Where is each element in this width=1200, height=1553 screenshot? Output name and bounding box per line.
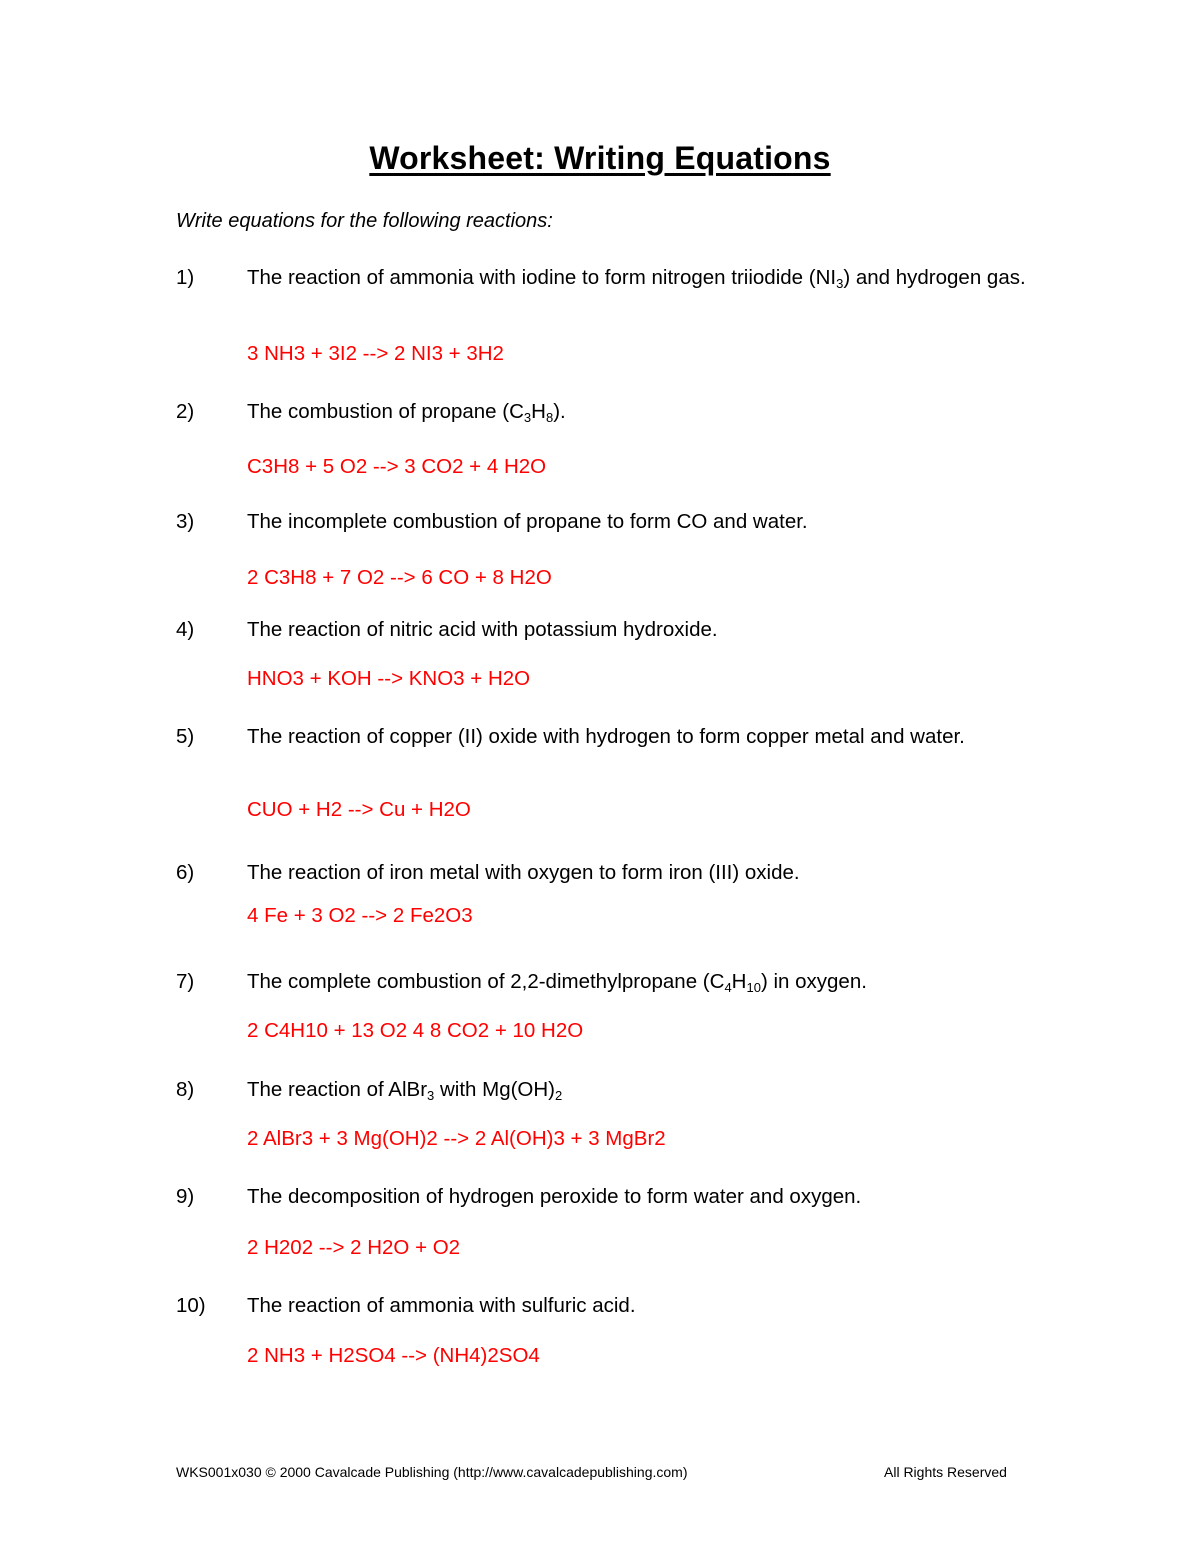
question-text: The reaction of ammonia with iodine to form nitrogen triiodide $(NI_3)$ and hydrogen gas. <box>247 266 1026 291</box>
answer-equation: C3H8 + 5 O2 --> 3 CO2 + 4 H2O <box>247 455 547 478</box>
answer-equation: 2 NH3 + H2SO4 --> (NH4)2SO4 <box>247 1344 540 1367</box>
question-text: The reaction of ammonia with sulfuric acid. <box>247 1294 636 1317</box>
question-number: 7) <box>176 970 195 993</box>
question-text: The complete combustion of 2,2-dimethylpropane $(C_4H_{10})$ in oxygen. <box>247 970 867 995</box>
answer-equation: 2 H202 --> 2 H2O + O2 <box>247 1236 461 1259</box>
footer-copyright: WKS001x030 © 2000 Cavalcade Publishing (http://www.cavalcadepublishing.com) <box>176 1464 688 1480</box>
worksheet-title: Worksheet: Writing Equations <box>369 140 831 176</box>
answer-equation: HNO3 + KOH --> KNO3 + H2O <box>247 667 531 690</box>
question-number: 8) <box>176 1078 195 1101</box>
question-text: The reaction of iron metal with oxygen to form iron (III) oxide. <box>247 861 800 884</box>
question-text: The reaction of nitric acid with potassium hydroxide. <box>247 618 718 641</box>
question-number: 1) <box>176 266 195 289</box>
question-text: The decomposition of hydrogen peroxide to form water and oxygen. <box>247 1185 862 1208</box>
instructions: Write equations for the following reactions: <box>176 210 553 232</box>
answer-equation: CUO + H2 --> Cu + H2O <box>247 798 471 821</box>
answer-equation: 2 C3H8 + 7 O2 --> 6 CO + 8 H2O <box>247 566 552 589</box>
question-number: 4) <box>176 618 195 641</box>
question-number: 2) <box>176 400 195 423</box>
answer-equation: 4 Fe + 3 O2 --> 2 Fe2O3 <box>247 904 473 927</box>
question-text: The incomplete combustion of propane to form CO and water. <box>247 510 808 533</box>
question-text: The combustion of propane $(C_3H_8)$. <box>247 400 566 425</box>
answer-equation: 2 AlBr3 + 3 Mg(OH)2 --> 2 Al(OH)3 + 3 MgBr2 <box>247 1127 666 1150</box>
question-number: 10) <box>176 1294 206 1317</box>
question-number: 6) <box>176 861 195 884</box>
question-text: The reaction of copper (II) oxide with hydrogen to form copper metal and water. <box>247 725 965 748</box>
answer-equation: 2 C4H10 + 13 O2 4 8 CO2 + 10 H2O <box>247 1019 584 1042</box>
question-text: The reaction of AlBr$_3$ with $Mg(OH)_2$ <box>247 1078 563 1103</box>
question-number: 5) <box>176 725 195 748</box>
question-number: 3) <box>176 510 195 533</box>
footer-rights: All Rights Reserved <box>884 1464 1007 1480</box>
answer-equation: 3 NH3 + 3I2 --> 2 NI3 + 3H2 <box>247 342 504 365</box>
question-number: 9) <box>176 1185 195 1208</box>
